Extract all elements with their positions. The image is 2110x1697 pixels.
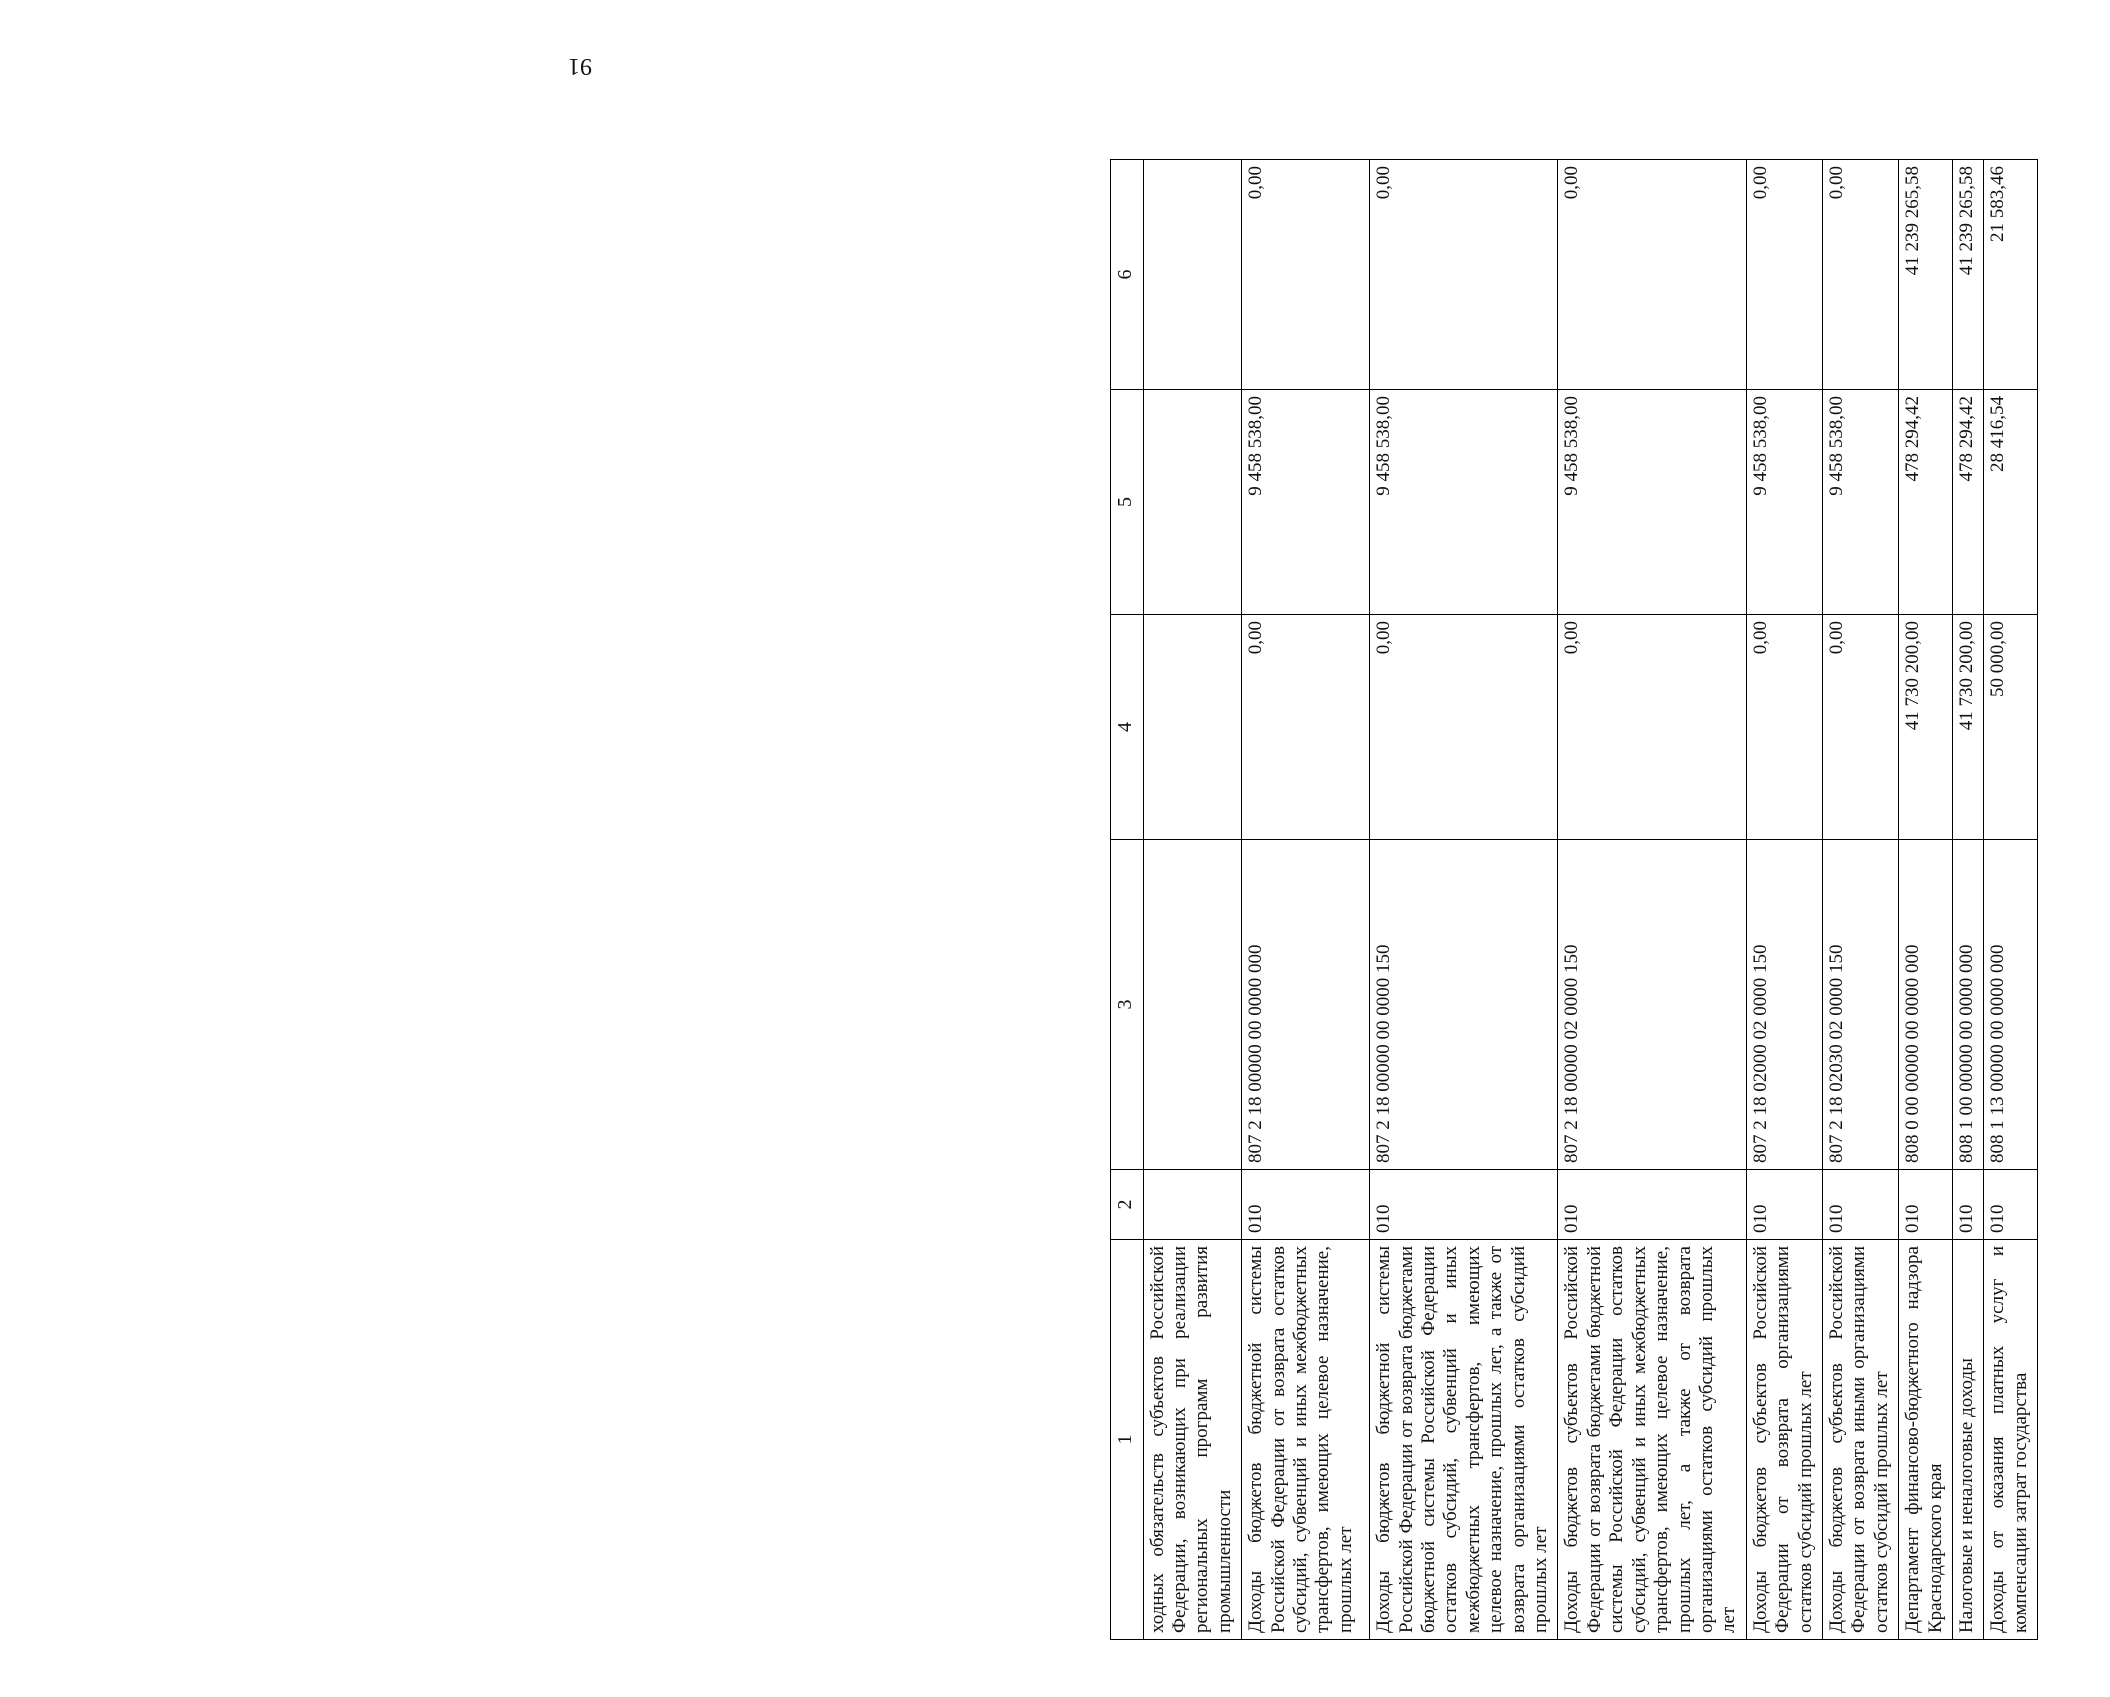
table-row: [1822, 160, 1898, 1640]
row-col6: 0,00: [1746, 160, 1822, 390]
row-name: Налоговые и неналоговые доходы: [1952, 1240, 1983, 1640]
row-code: 010: [1242, 1170, 1370, 1240]
row-code: 010: [1822, 1170, 1898, 1240]
row-col5: 9 458 538,00: [1558, 390, 1746, 615]
row-name: Доходы бюджетов субъектов Российской Федерации от возврата бюджетами бюджетной системы Российской Федерации остатков субсидий, субвенций и иных межбюджетных трансфертов, имеющих целевое назначение, прошлых лет, а также от возврата организациями остатков субсидий прошлых лет: [1558, 1240, 1746, 1640]
row-kbk: 808 1 00 00000 00 0000 000: [1952, 840, 1983, 1170]
row-col5: 478 294,42: [1952, 390, 1983, 615]
row-code: 010: [1746, 1170, 1822, 1240]
row-col4: 0,00: [1242, 615, 1370, 840]
header-col-5: 5: [1111, 390, 1144, 615]
row-name: Доходы от оказания платных услуг и компенсации затрат государства: [1984, 1240, 2038, 1640]
row-name: Департамент финансово-бюджетного надзора Краснодарского края: [1899, 1240, 1953, 1640]
table-row: [1952, 160, 1983, 1640]
row-kbk: 807 2 18 00000 02 0000 150: [1558, 840, 1746, 1170]
row-col5: [1143, 390, 1242, 615]
row-col4: 0,00: [1370, 615, 1558, 840]
table-row: [1558, 160, 1746, 1640]
row-code: [1143, 1170, 1242, 1240]
header-row: [1111, 160, 1144, 1640]
page-number: 91: [568, 53, 592, 79]
header-col-6: 6: [1111, 160, 1144, 390]
row-col6: 41 239 265,58: [1952, 160, 1983, 390]
row-kbk: 808 1 13 00000 00 0000 000: [1984, 840, 2038, 1170]
header-col-4: 4: [1111, 615, 1144, 840]
row-code: 010: [1370, 1170, 1558, 1240]
row-name: Доходы бюджетов бюджетной системы Российской Федерации от возврата бюджетами бюджетной системы Российской Федерации остатков субсидий, субвенций и иных межбюджетных трансфертов, имеющих целевое назначение, прошлых лет, а также от возврата организациями остатков субсидий прошлых лет: [1370, 1240, 1558, 1640]
budget-table: [1110, 159, 2038, 1640]
row-code: 010: [1952, 1170, 1983, 1240]
row-name: ходных обязательств субъектов Российской Федерации, возникающих при реализации региональных программ развития промышленности: [1143, 1240, 1242, 1640]
row-kbk: 807 2 18 02030 02 0000 150: [1822, 840, 1898, 1170]
row-col6: 0,00: [1558, 160, 1746, 390]
row-col4: 0,00: [1822, 615, 1898, 840]
row-code: 010: [1984, 1170, 2038, 1240]
table-row: [1143, 160, 1242, 1640]
row-col5: 28 416,54: [1984, 390, 2038, 615]
table-row: [1899, 160, 1953, 1640]
row-name: Доходы бюджетов субъектов Российской Федерации от возврата организациями остатков субсидий прошлых лет: [1746, 1240, 1822, 1640]
row-col5: 478 294,42: [1899, 390, 1953, 615]
row-kbk: [1143, 840, 1242, 1170]
row-col6: 0,00: [1242, 160, 1370, 390]
row-name: Доходы бюджетов бюджетной системы Российской Федерации от возврата остатков субсидий, субвенций и иных межбюджетных трансфертов, имеющих целевое назначение, прошлых лет: [1242, 1240, 1370, 1640]
row-col5: 9 458 538,00: [1242, 390, 1370, 615]
row-col4: 0,00: [1746, 615, 1822, 840]
row-col6: 0,00: [1822, 160, 1898, 390]
row-col4: 50 000,00: [1984, 615, 2038, 840]
row-kbk: 807 2 18 02000 02 0000 150: [1746, 840, 1822, 1170]
row-kbk: 807 2 18 00000 00 0000 000: [1242, 840, 1370, 1170]
row-col4: [1143, 615, 1242, 840]
row-kbk: 808 0 00 00000 00 0000 000: [1899, 840, 1953, 1170]
row-col5: 9 458 538,00: [1746, 390, 1822, 615]
table-row: [1370, 160, 1558, 1640]
header-col-2: 2: [1111, 1170, 1144, 1240]
row-code: 010: [1558, 1170, 1746, 1240]
row-kbk: 807 2 18 00000 00 0000 150: [1370, 840, 1558, 1170]
row-col6: 41 239 265,58: [1899, 160, 1953, 390]
header-col-3: 3: [1111, 840, 1144, 1170]
row-col6: [1143, 160, 1242, 390]
table-row: [1984, 160, 2038, 1640]
row-col6: 0,00: [1370, 160, 1558, 390]
row-name: Доходы бюджетов субъектов Российской Федерации от возврата иными организациями остатков субсидий прошлых лет: [1822, 1240, 1898, 1640]
row-col4: 41 730 200,00: [1899, 615, 1953, 840]
table-row: [1242, 160, 1370, 1640]
row-col4: 0,00: [1558, 615, 1746, 840]
row-col6: 21 583,46: [1984, 160, 2038, 390]
header-col-1: 1: [1111, 1240, 1144, 1640]
row-col5: 9 458 538,00: [1370, 390, 1558, 615]
table-frame: [1110, 160, 2110, 1640]
row-col4: 41 730 200,00: [1952, 615, 1983, 840]
row-code: 010: [1899, 1170, 1953, 1240]
row-col5: 9 458 538,00: [1822, 390, 1898, 615]
table-row: [1746, 160, 1822, 1640]
